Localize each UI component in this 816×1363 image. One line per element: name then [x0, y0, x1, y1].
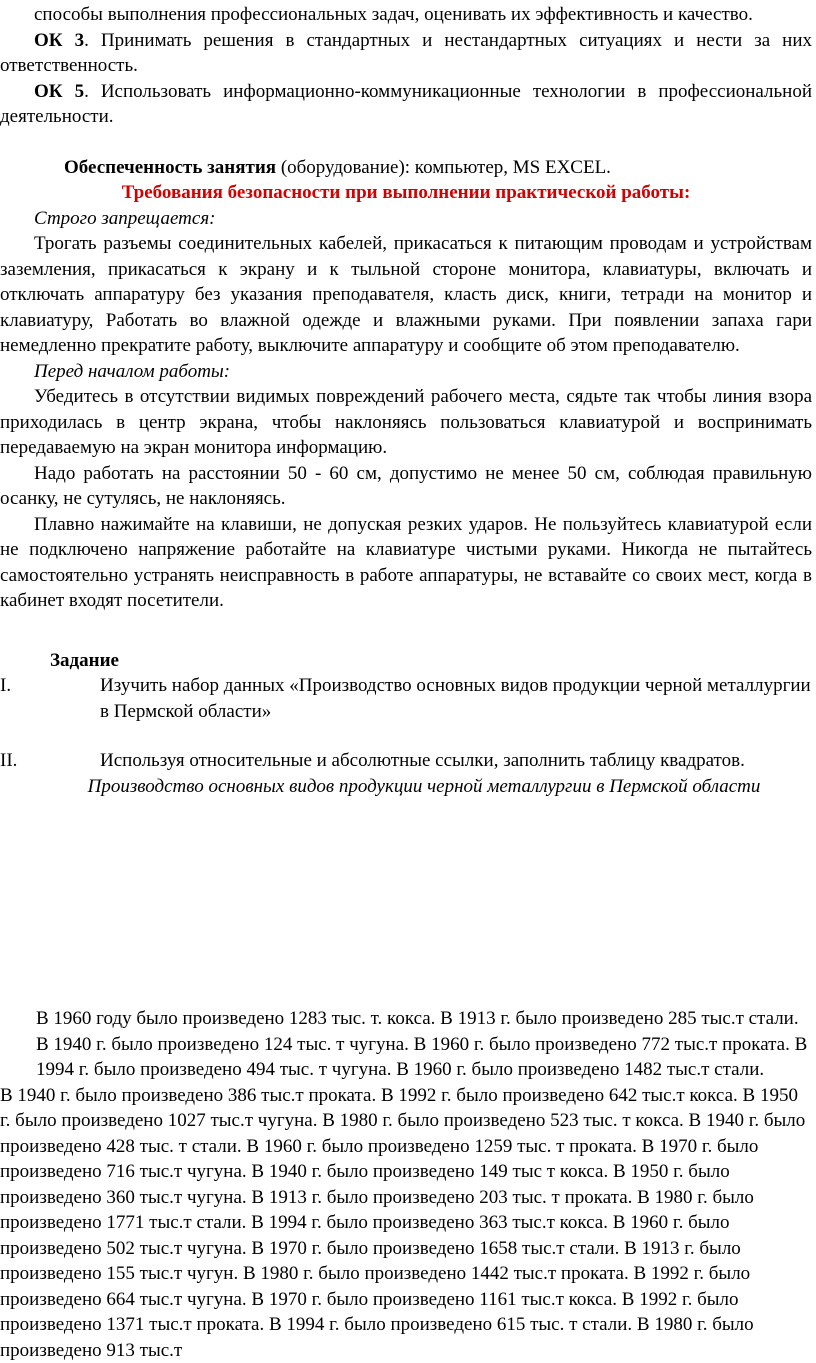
dataset-block [0, 1006, 812, 1363]
before-work-p1: Убедитесь в отсутствии видимых повреждений рабочего места, сядьте так чтобы линия взора приходилась в центр экрана, чтобы наклоняясь пользоваться клавиатурой и воспринимать передаваемую на экран монитора информацию. [0, 384, 812, 461]
equipment-text: (оборудование): компьютер, MS EXCEL. [276, 157, 611, 178]
task-title: Задание [50, 648, 812, 674]
competence-ok5 [0, 79, 812, 130]
safety-title-text: Требования безопасности при выполнении практической работы: [122, 182, 691, 203]
equipment-line [0, 155, 812, 181]
ok3-text: . Принимать решения в стандартных и нестандартных ситуациях и нести за них ответственность. [0, 30, 812, 77]
forbidden-text: Трогать разъемы соединительных кабелей, прикасаться к питающим проводам и устройствам заземления, прикасаться к экрану и к тыльной стороне монитора, клавиатуры, включать и отключать аппаратуру без указания преподавателя, класть диск, книги, тетради на монитор и клавиатуру, Работать во влажной одежде и влажными руками. При появлении запаха гари немедленно прекратите работу, выключите аппаратуру и сообщите об этом преподавателю. [0, 231, 812, 359]
before-work-label: Перед началом работы: [0, 359, 812, 385]
task-item-2 [0, 748, 812, 774]
task-item-1-num: I. [0, 673, 100, 724]
task-item-2-num: II. [0, 748, 100, 774]
equipment-label: Обеспеченность занятия [64, 157, 276, 178]
before-work-p2: Надо работать на расстоянии 50 - 60 см, допустимо не менее 50 см, соблюдая правильную осанку, не сутулясь, не наклоняясь. [0, 461, 812, 512]
forbidden-label: Строго запрещается: [0, 206, 812, 232]
task-item-1-text: Изучить набор данных «Производство основных видов продукции черной металлургии в Пермской области» [100, 673, 812, 724]
dataset-part1: В 1960 году было произведено 1283 тыс. т. кокса. В 1913 г. было произведено 285 тыс.т стали. В 1940 г. было произведено 124 тыс. т чугуна. В 1960 г. было произведено 772 тыс.т проката. В 1994 г. было произведено 494 тыс. т чугуна. В 1960 г. было произведено 1482 тыс.т стали. [36, 1006, 812, 1083]
upper-block [0, 2, 812, 799]
task-item-2-text: Используя относительные и абсолютные ссылки, заполнить таблицу квадратов. [100, 748, 812, 774]
competence-ok3 [0, 28, 812, 79]
dataset-part2: В 1940 г. было произведено 386 тыс.т проката. В 1992 г. было произведено 642 тыс.т кокса. В 1950 г. было произведено 1027 тыс.т чугуна. В 1980 г. было произведено 523 тыс. т кокса. В 1940 г. было произведено 428 тыс. т стали. В 1960 г. было произведено 1259 тыс. т проката. В 1970 г. было произведено 716 тыс.т чугуна. В 1940 г. было произведено 149 тыс т кокса. В 1950 г. было произведено 360 тыс.т чугуна. В 1913 г. было произведено 203 тыс. т проката. В 1980 г. было произведено 1771 тыс.т стали. В 1994 г. было произведено 363 тыс.т кокса. В 1960 г. было произведено 502 тыс.т чугуна. В 1970 г. было произведено 1658 тыс.т стали. В 1913 г. было произведено 155 тыс.т чугун. В 1980 г. было произведено 1442 тыс.т проката. В 1992 г. было произведено 664 тыс.т чугуна. В 1970 г. было произведено 1161 тыс.т кокса. В 1992 г. было произведено 1371 тыс.т проката. В 1994 г. было произведено 615 тыс. т стали. В 1980 г. было произведено 913 тыс.т [0, 1083, 812, 1363]
competence-continuation: способы выполнения профессиональных задач, оценивать их эффективность и качество. [0, 2, 812, 28]
before-work-p3: Плавно нажимайте на клавиши, не допуская резких ударов. Не пользуйтесь клавиатурой если не подключено напряжение работайте на клавиатуре чистыми руками. Никогда не пытайтесь самостоятельно устранять неисправность в работе аппаратуры, не вставайте со своих мест, когда в кабинет входят посетители. [0, 512, 812, 614]
ok5-label: ОК 5 [34, 81, 84, 102]
safety-title [0, 180, 812, 206]
ok3-label: ОК 3 [34, 30, 84, 51]
ok5-text: . Использовать информационно-коммуникационные технологии в профессиональной деятельности. [0, 81, 812, 128]
task-item-1 [0, 673, 812, 724]
task-subtitle: Производство основных видов продукции черной металлургии в Пермской области [36, 774, 812, 800]
